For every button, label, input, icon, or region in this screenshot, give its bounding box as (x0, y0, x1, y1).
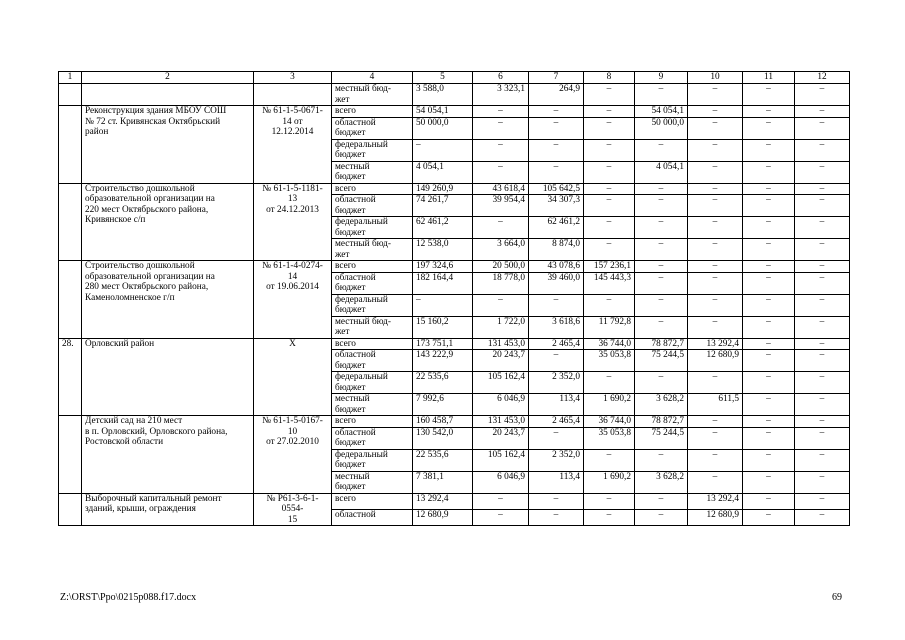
amount-cell: 36 744,0 (584, 416, 635, 428)
amount-cell: – (688, 106, 743, 118)
amount-cell: 34 307,3 (529, 195, 584, 217)
amount-cell: 75 244,5 (635, 350, 688, 372)
amount-cell: – (473, 161, 529, 183)
amount-cell: – (743, 471, 795, 493)
amount-cell: 611,5 (688, 394, 743, 416)
amount-cell: 1 722,0 (473, 316, 529, 338)
amount-cell: 131 453,0 (473, 338, 529, 350)
amount-cell: – (635, 449, 688, 471)
amount-cell: 3 588,0 (413, 84, 473, 106)
amount-cell: – (795, 195, 850, 217)
item-number (59, 183, 82, 261)
item-number (59, 493, 82, 526)
amount-cell: 4 054,1 (413, 161, 473, 183)
item-number (59, 416, 82, 494)
header-cell: 10 (688, 72, 743, 84)
amount-cell: – (795, 493, 850, 509)
amount-cell: 6 046,9 (473, 394, 529, 416)
amount-cell: – (743, 117, 795, 139)
amount-cell: 13 292,4 (688, 493, 743, 509)
amount-cell: – (529, 509, 584, 525)
amount-cell: – (584, 106, 635, 118)
amount-cell: – (529, 493, 584, 509)
amount-cell: – (688, 416, 743, 428)
amount-cell: – (529, 117, 584, 139)
amount-cell: – (529, 427, 584, 449)
amount-cell: 12 538,0 (413, 239, 473, 261)
header-cell: 5 (413, 72, 473, 84)
funding-source: местный бюд- жет (332, 239, 413, 261)
amount-cell: – (635, 509, 688, 525)
amount-cell: 62 461,2 (529, 217, 584, 239)
amount-cell: – (743, 239, 795, 261)
amount-cell: – (529, 294, 584, 316)
funding-source: всего (332, 493, 413, 509)
funding-source: всего (332, 338, 413, 350)
amount-cell: – (584, 239, 635, 261)
amount-cell: – (635, 294, 688, 316)
funding-source: областной бюджет (332, 350, 413, 372)
amount-cell: 36 744,0 (584, 338, 635, 350)
amount-cell: 182 164,4 (413, 272, 473, 294)
amount-cell: 157 236,1 (584, 261, 635, 273)
item-number (59, 261, 82, 339)
amount-cell: – (743, 350, 795, 372)
amount-cell: – (795, 272, 850, 294)
amount-cell: – (473, 493, 529, 509)
amount-cell: – (635, 139, 688, 161)
amount-cell: – (688, 471, 743, 493)
document-number (254, 84, 332, 106)
footer-page-number: 69 (832, 592, 842, 603)
amount-cell: 160 458,7 (413, 416, 473, 428)
header-cell: 1 (59, 72, 82, 84)
amount-cell: – (795, 294, 850, 316)
amount-cell: – (473, 509, 529, 525)
amount-cell: – (635, 217, 688, 239)
amount-cell: 130 542,0 (413, 427, 473, 449)
amount-cell: 15 160,2 (413, 316, 473, 338)
amount-cell: 54 054,1 (635, 106, 688, 118)
amount-cell: 3 323,1 (473, 84, 529, 106)
amount-cell: – (635, 195, 688, 217)
funding-source: областной бюджет (332, 272, 413, 294)
amount-cell: – (584, 161, 635, 183)
amount-cell: – (743, 509, 795, 525)
funding-source: федеральный бюджет (332, 372, 413, 394)
funding-source: федеральный бюджет (332, 217, 413, 239)
amount-cell: – (743, 272, 795, 294)
amount-cell: – (584, 139, 635, 161)
amount-cell: – (688, 261, 743, 273)
amount-cell: – (635, 272, 688, 294)
amount-cell: 18 778,0 (473, 272, 529, 294)
amount-cell: 105 642,5 (529, 183, 584, 195)
amount-cell: 35 053,8 (584, 427, 635, 449)
amount-cell: 4 054,1 (635, 161, 688, 183)
document-number: № Р61-3-6-1-0554- 15 (254, 493, 332, 526)
funding-source: местный бюджет (332, 394, 413, 416)
amount-cell: 54 054,1 (413, 106, 473, 118)
amount-cell: 78 872,7 (635, 416, 688, 428)
amount-cell: 12 680,9 (688, 350, 743, 372)
header-cell: 12 (795, 72, 850, 84)
object-name: Детский сад на 210 мест в п. Орловский, Орловского района, Ростовской области (82, 416, 254, 494)
object-name: Выборочный капитальный ремонт зданий, крыши, ограждения (82, 493, 254, 526)
funding-source: всего (332, 106, 413, 118)
amount-cell: – (795, 471, 850, 493)
amount-cell: 105 162,4 (473, 449, 529, 471)
amount-cell: – (795, 117, 850, 139)
amount-cell: 197 324,6 (413, 261, 473, 273)
funding-source: всего (332, 416, 413, 428)
amount-cell: 20 243,7 (473, 350, 529, 372)
amount-cell: 75 244,5 (635, 427, 688, 449)
amount-cell: – (635, 261, 688, 273)
amount-cell: – (413, 139, 473, 161)
document-number: № 61-1-5-0671- 14 от 12.12.2014 (254, 106, 332, 184)
amount-cell: – (529, 161, 584, 183)
amount-cell: – (688, 139, 743, 161)
amount-cell: – (688, 117, 743, 139)
amount-cell: 2 352,0 (529, 372, 584, 394)
object-name: Реконструкция здания МБОУ СОШ № 72 ст. Кривянская Октябрьский район (82, 106, 254, 184)
amount-cell: – (743, 394, 795, 416)
amount-cell: – (743, 261, 795, 273)
amount-cell: 62 461,2 (413, 217, 473, 239)
amount-cell: 149 260,9 (413, 183, 473, 195)
amount-cell: 43 078,6 (529, 261, 584, 273)
amount-cell: 39 460,0 (529, 272, 584, 294)
table-row (59, 183, 850, 195)
amount-cell: – (688, 294, 743, 316)
amount-cell: – (743, 427, 795, 449)
header-cell: 4 (332, 72, 413, 84)
header-cell: 2 (82, 72, 254, 84)
amount-cell: – (795, 509, 850, 525)
header-cell: 7 (529, 72, 584, 84)
amount-cell: – (743, 338, 795, 350)
amount-cell: – (688, 239, 743, 261)
object-name: Орловский район (82, 338, 254, 416)
table-body (59, 84, 850, 526)
amount-cell: 20 500,0 (473, 261, 529, 273)
amount-cell: – (743, 84, 795, 106)
amount-cell: 50 000,0 (413, 117, 473, 139)
item-number (59, 84, 82, 106)
object-name (82, 84, 254, 106)
amount-cell: – (635, 239, 688, 261)
document-number: № 61-1-4-0274- 14 от 19.06.2014 (254, 261, 332, 339)
amount-cell: 145 443,3 (584, 272, 635, 294)
amount-cell: 1 690,2 (584, 394, 635, 416)
amount-cell: 3 618,6 (529, 316, 584, 338)
amount-cell: – (688, 449, 743, 471)
amount-cell: – (584, 509, 635, 525)
amount-cell: – (688, 427, 743, 449)
table-row (59, 84, 850, 106)
funding-source: областной бюджет (332, 195, 413, 217)
amount-cell: – (635, 84, 688, 106)
amount-cell: 3 628,2 (635, 471, 688, 493)
amount-cell: – (795, 394, 850, 416)
amount-cell: – (743, 372, 795, 394)
amount-cell: – (743, 161, 795, 183)
amount-cell: – (743, 294, 795, 316)
amount-cell: 22 535,6 (413, 372, 473, 394)
amount-cell: 13 292,4 (413, 493, 473, 509)
footer-file-path: Z:\ORST\Ppo\0215p088.f17.docx (60, 592, 197, 603)
funding-source: местный бюджет (332, 471, 413, 493)
header-cell: 3 (254, 72, 332, 84)
amount-cell: – (584, 195, 635, 217)
amount-cell: – (795, 316, 850, 338)
funding-source: федеральный бюджет (332, 294, 413, 316)
amount-cell: – (529, 139, 584, 161)
amount-cell: 12 680,9 (688, 509, 743, 525)
amount-cell: – (795, 239, 850, 261)
funding-source: всего (332, 261, 413, 273)
amount-cell: 7 992,6 (413, 394, 473, 416)
table-row (59, 338, 850, 350)
amount-cell: – (795, 106, 850, 118)
amount-cell: 8 874,0 (529, 239, 584, 261)
amount-cell: 20 243,7 (473, 427, 529, 449)
amount-cell: 143 222,9 (413, 350, 473, 372)
amount-cell: – (584, 84, 635, 106)
amount-cell: – (688, 161, 743, 183)
item-number: 28. (59, 338, 82, 416)
amount-cell: – (795, 372, 850, 394)
amount-cell: 131 453,0 (473, 416, 529, 428)
amount-cell: – (688, 84, 743, 106)
amount-cell: – (688, 272, 743, 294)
funding-source: областной (332, 509, 413, 525)
amount-cell: 13 292,4 (688, 338, 743, 350)
amount-cell: – (795, 217, 850, 239)
amount-cell: – (688, 183, 743, 195)
amount-cell: – (584, 294, 635, 316)
table-row (59, 493, 850, 509)
amount-cell: – (688, 316, 743, 338)
amount-cell: – (635, 316, 688, 338)
funding-source: федеральный бюджет (332, 139, 413, 161)
amount-cell: – (795, 416, 850, 428)
header-cell: 9 (635, 72, 688, 84)
amount-cell: – (529, 350, 584, 372)
amount-cell: – (743, 449, 795, 471)
amount-cell: – (795, 449, 850, 471)
amount-cell: – (795, 84, 850, 106)
amount-cell: – (635, 493, 688, 509)
amount-cell: – (584, 493, 635, 509)
amount-cell: – (688, 195, 743, 217)
funding-source: областной бюджет (332, 427, 413, 449)
amount-cell: 1 690,2 (584, 471, 635, 493)
amount-cell: 12 680,9 (413, 509, 473, 525)
amount-cell: 7 381,1 (413, 471, 473, 493)
funding-source: местный бюд- жет (332, 84, 413, 106)
amount-cell: – (795, 261, 850, 273)
header-cell: 6 (473, 72, 529, 84)
amount-cell: – (795, 350, 850, 372)
amount-cell: – (584, 372, 635, 394)
amount-cell: – (413, 294, 473, 316)
amount-cell: – (688, 372, 743, 394)
funding-source: местный бюджет (332, 161, 413, 183)
amount-cell: – (473, 139, 529, 161)
amount-cell: – (743, 195, 795, 217)
amount-cell: 39 954,4 (473, 195, 529, 217)
amount-cell: 2 352,0 (529, 449, 584, 471)
funding-source: местный бюд- жет (332, 316, 413, 338)
amount-cell: 22 535,6 (413, 449, 473, 471)
amount-cell: 74 261,7 (413, 195, 473, 217)
amount-cell: – (688, 217, 743, 239)
amount-cell: – (635, 372, 688, 394)
amount-cell: – (529, 106, 584, 118)
amount-cell: 113,4 (529, 394, 584, 416)
amount-cell: 3 664,0 (473, 239, 529, 261)
amount-cell: – (795, 183, 850, 195)
amount-cell: – (743, 139, 795, 161)
amount-cell: – (795, 161, 850, 183)
funding-source: областной бюджет (332, 117, 413, 139)
amount-cell: 43 618,4 (473, 183, 529, 195)
amount-cell: – (584, 183, 635, 195)
amount-cell: – (743, 106, 795, 118)
header-row (59, 72, 850, 84)
item-number (59, 106, 82, 184)
amount-cell: 3 628,2 (635, 394, 688, 416)
object-name: Строительство дошкольной образовательной организации на 220 мест Октябрьского района, Кривянское с/п (82, 183, 254, 261)
amount-cell: – (743, 217, 795, 239)
amount-cell: – (473, 106, 529, 118)
header-cell: 11 (743, 72, 795, 84)
document-number: № 61-1-5-0167- 10 от 27.02.2010 (254, 416, 332, 494)
amount-cell: – (795, 427, 850, 449)
amount-cell: – (473, 117, 529, 139)
budget-table (58, 71, 850, 526)
table-row (59, 261, 850, 273)
amount-cell: – (473, 294, 529, 316)
amount-cell: 35 053,8 (584, 350, 635, 372)
amount-cell: – (584, 217, 635, 239)
amount-cell: – (795, 338, 850, 350)
amount-cell: – (795, 139, 850, 161)
amount-cell: – (473, 217, 529, 239)
funding-source: федеральный бюджет (332, 449, 413, 471)
funding-source: всего (332, 183, 413, 195)
amount-cell: – (743, 183, 795, 195)
amount-cell: – (743, 416, 795, 428)
object-name: Строительство дошкольной образовательной организации на 280 мест Октябрьского района, Каменоломненское г/п (82, 261, 254, 339)
amount-cell: – (584, 449, 635, 471)
table-row (59, 106, 850, 118)
amount-cell: – (743, 316, 795, 338)
amount-cell: 6 046,9 (473, 471, 529, 493)
amount-cell: 2 465,4 (529, 416, 584, 428)
amount-cell: – (635, 183, 688, 195)
header-cell: 8 (584, 72, 635, 84)
amount-cell: 113,4 (529, 471, 584, 493)
amount-cell: – (743, 493, 795, 509)
amount-cell: – (584, 117, 635, 139)
amount-cell: 2 465,4 (529, 338, 584, 350)
amount-cell: 105 162,4 (473, 372, 529, 394)
amount-cell: 50 000,0 (635, 117, 688, 139)
amount-cell: 11 792,8 (584, 316, 635, 338)
document-number: Х (254, 338, 332, 416)
amount-cell: 78 872,7 (635, 338, 688, 350)
amount-cell: 264,9 (529, 84, 584, 106)
table-row (59, 416, 850, 428)
document-number: № 61-1-5-1181- 13 от 24.12.2013 (254, 183, 332, 261)
amount-cell: 173 751,1 (413, 338, 473, 350)
